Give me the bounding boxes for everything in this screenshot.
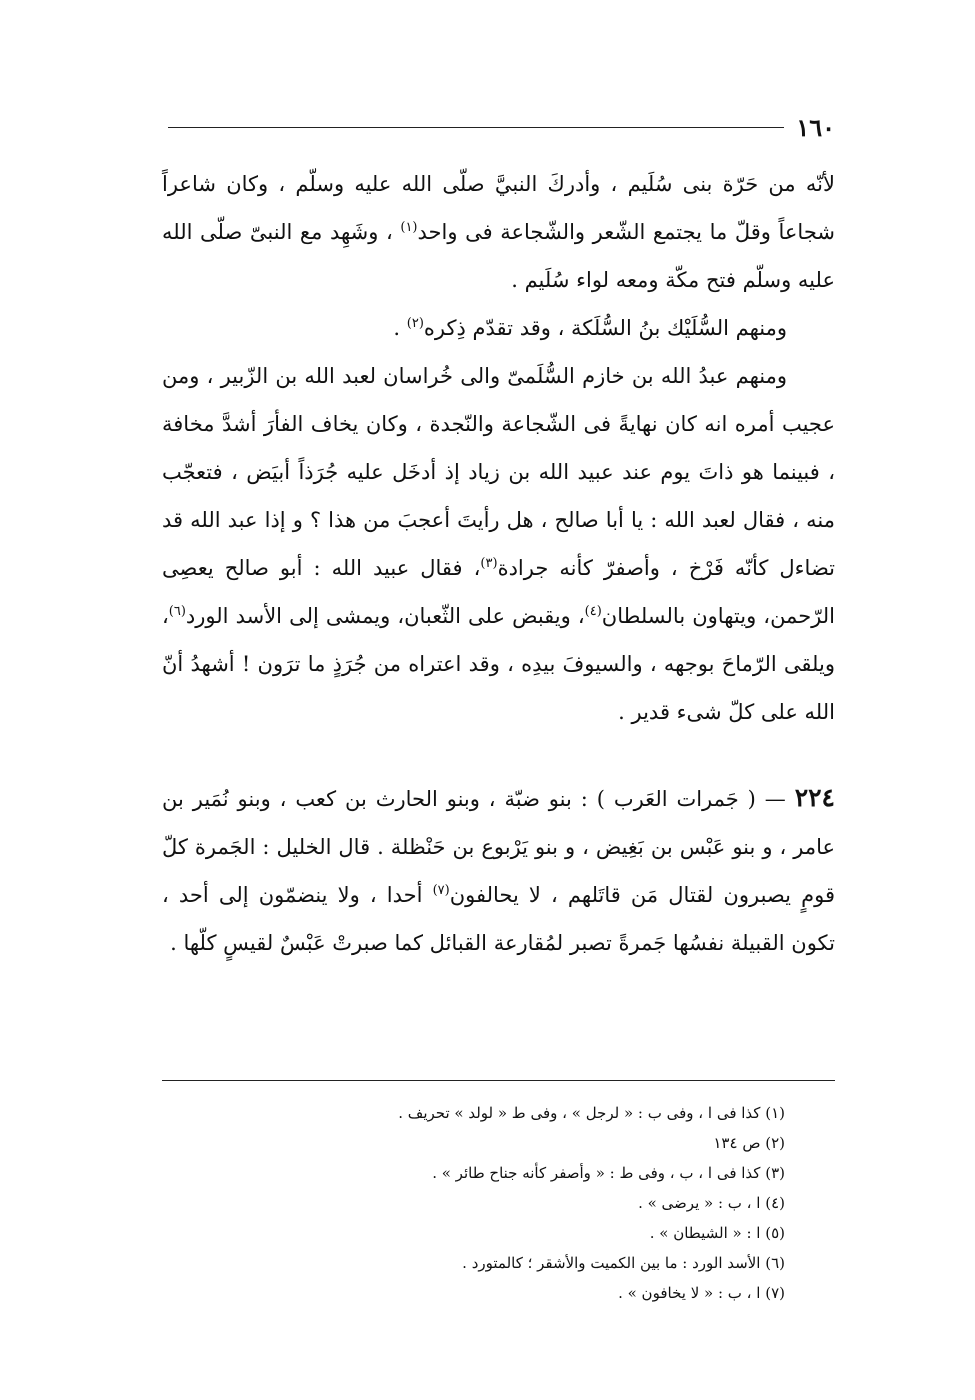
paragraph-3: ومنهم عبدُ الله بن خازم السُّلَمىّ والى خُراسان لعبد الله بن الزّبير ، ومن عجيب أمره انه كان نهايةً فى الشّجاعة والنّجدة ، وكان يخاف الفأرَ أشدَّ مخافة ، فبينما هو ذاتَ يوم عند عبيد الله بن زياد إذ أدخَل عليه جُرَذاً أبيَض ، فتعجّب منه ، فقال لعبد الله : يا أبا صالح ، هل رأيتَ أعجبَ من هذا ؟ و إذا عبد الله قد تضاءل كأنّه فَرْخ ، وأصفرّ كأنه جرادة$^{(٣)}$، فقال عبيد الله : أبو صالح يعصِى الرّحمن، ويتهاون بالسلطان$^{(٤)}$، ويقبض على الثّعبان، ويمشى إلى الأسد الورد$^{(٦)}$، ويلقى الرّماحَ بوجهه ، والسيوفَ بيدِه ، وقد اعتراه من جُرَذٍ ما ترَون ! أشهدُ أنّ الله على كلّ شىء قدير . xyxy=(162,364,836,724)
footnote-ref-7: (٧) xyxy=(432,883,450,898)
footnote-1: (١) كذا فى ا ، وفى ب : « لرجل » ، وفى ط « لولد » تحريف . xyxy=(398,1104,785,1122)
footnote-5: (٥) ا : « الشيطان » . xyxy=(649,1224,785,1242)
paragraph-3-quote-2: ويقبض على الثّعبان، ويمشى إلى الأسد الورد xyxy=(185,604,571,628)
footnotes xyxy=(290,1098,785,1308)
footnote-2: (٢) ص ١٣٤ xyxy=(713,1134,785,1152)
footnote-rule xyxy=(162,1080,835,1081)
paragraph-2-text: ومنهم السُّلَيْك بنُ السُّلَكة ، وقد تقدّم ذِكره xyxy=(423,316,787,340)
footnote-7: (٧) ا ، ب : « لا يخافون » . xyxy=(618,1284,785,1302)
paragraph-1-tail: ، وشَهِد مع النبىّ صلّى الله عليه وسلّم فتح مكّة ومعه لواء سُلَيم . xyxy=(162,220,835,292)
section-224-end: أحدا ، ولا ينضمّون إلى أحد ، تكون القبيلة نفسُها جَمرةً تصبر لمُقارعة القبائل كما صبرتْ عَبْسٌ لقيسٍ كلّها . xyxy=(162,883,835,955)
paragraph-2: ومنهم السُّلَيْك بنُ السُّلَكة ، وقد تقدّم ذِكره$^{(٢)}$ . xyxy=(393,316,787,340)
page-header xyxy=(168,112,835,142)
paragraph-3-text: ومنهم عبدُ الله بن خازم السُّلَمىّ والى خُراسان لعبد الله بن الزّبير ، ومن عجيب أمره انه كان نهايةً فى الشّجاعة والنّجدة ، وكان يخاف الفأرَ أشدَّ مخافة ، فبينما هو ذاتَ يوم عند عبيد الله بن زياد إذ أدخَل عليه جُرَذاً أبيَض ، فتعجّب منه ، فقال لعبد الله : يا أبا صالح ، هل رأيتَ أعجبَ من هذا ؟ و إذا عبد الله قد تضاءل كأنّه فَرْخ ، وأصفرّ كأنه جرادة xyxy=(162,364,836,580)
header-rule xyxy=(168,127,784,128)
paragraph-3-quote: فقال عبيد الله : أبو صالح يعصِى الرّحمن، ويتهاون بالسلطان xyxy=(162,556,835,628)
section-224 xyxy=(162,774,835,967)
page-number: ١٦٠ xyxy=(796,112,835,142)
footnote-6: (٦) الأسد الورد : ما بين الكميت والأشقر ؛ كالمتورد . xyxy=(462,1254,785,1272)
footnote-4: (٤) ا ، ب : « يرضى » . xyxy=(638,1194,785,1212)
section-224-text: — ( جَمرات العَرب ) : بنو ضبّة ، وبنو الحارث بن كعب ، وبنو نُمَير بن عامر ، و بنو عَبْس بن بَغِيض ، و بنو يَرْبوع بن حَنْظلة . قال الخليل : الجَمرة كلّ قومٍ يصبرون لقتال مَن قاتَلهم ، لا يحالفون xyxy=(162,787,835,907)
paragraph-1 xyxy=(162,160,835,304)
footnote-ref-2: (٢) xyxy=(406,316,424,331)
paragraph-3-end: ، ويلقى الرّماحَ بوجهه ، والسيوفَ بيدِه ، وقد اعتراه من جُرَذٍ ما ترَون ! أشهدُ أنّ الله على كلّ شىء قدير . xyxy=(162,604,835,724)
footnote-3: (٣) كذا فى ا ، ب ، وفى ط : « وأصفر كأنه جناح طائر » . xyxy=(432,1164,785,1182)
footnote-ref-3: (٣) xyxy=(480,556,498,571)
main-text xyxy=(162,160,835,967)
section-number: ٢٢٤ xyxy=(794,783,835,812)
footnote-ref-1: (١) xyxy=(400,220,418,235)
footnote-ref-6: (٦) xyxy=(168,604,186,619)
footnote-ref-4: (٤) xyxy=(584,604,602,619)
paragraph-1-text: لأنّه من حَرّة بنى سُلَيم ، وأدركَ النبيَّ صلّى الله عليه وسلّم ، وكان شاعراً شجاعاً وقلّ ما يجتمع الشّعر والشّجاعة فى واحد xyxy=(162,172,835,244)
